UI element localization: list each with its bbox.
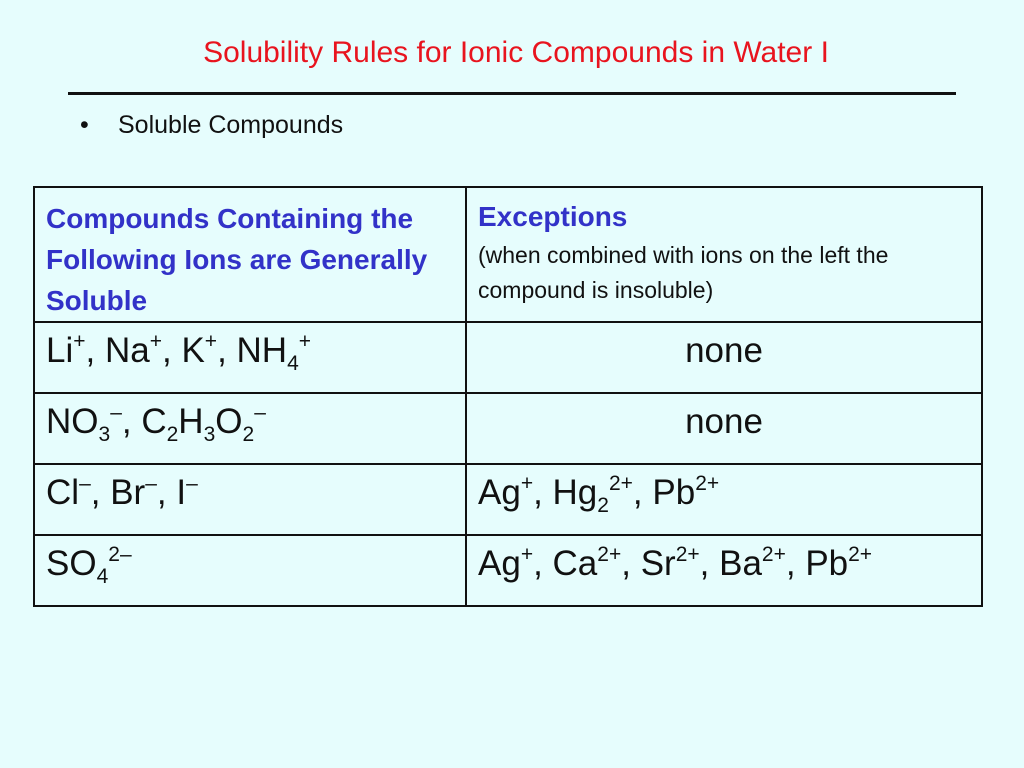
ions-cell xyxy=(34,464,466,535)
formula-separator: , xyxy=(533,544,553,583)
formula-term: $H_3$ xyxy=(178,402,216,446)
formula-term: $Pb^{2+}$ xyxy=(805,543,873,583)
title-divider xyxy=(68,92,956,95)
table-row xyxy=(34,393,982,464)
formula-term: $Hg_2^{2+}$ xyxy=(552,472,633,517)
formula-term: $NO_3^-$ xyxy=(46,401,122,446)
formula-term: $Pb^{2+}$ xyxy=(652,472,720,512)
header-exceptions-title: Exceptions xyxy=(478,201,628,232)
formula-term: Li+ xyxy=(46,330,86,370)
formula-term: Na+ xyxy=(104,330,162,370)
bullet-text: Soluble Compounds xyxy=(118,111,344,139)
ions-cell xyxy=(34,393,466,464)
formula-term: Br– xyxy=(110,472,157,512)
formula-separator: , xyxy=(161,331,182,370)
solubility-table xyxy=(33,186,983,607)
header-ions-label: Compounds Containing the Following Ions are Generally Soluble xyxy=(46,203,428,316)
table-row xyxy=(34,535,982,606)
slide-title: Solubility Rules for Ionic Compounds in Water I xyxy=(203,36,829,69)
formula-separator: , xyxy=(121,402,142,441)
formula-separator: , xyxy=(156,473,177,512)
formula-term: I– xyxy=(176,472,198,512)
formula-term: $NH_4^+$ xyxy=(236,330,312,375)
table-header-row xyxy=(34,187,982,322)
exceptions-cell: none xyxy=(466,393,982,464)
formula-separator: , xyxy=(533,473,553,512)
exceptions-cell xyxy=(466,464,982,535)
formula-term: Ag+ xyxy=(478,472,534,512)
formula-term: $C_2$ xyxy=(141,402,179,446)
formula-term: $Ca^{2+}$ xyxy=(552,543,622,583)
ions-cell xyxy=(34,535,466,606)
formula-separator: , xyxy=(621,544,641,583)
formula-term: $SO_4^{2-}$ xyxy=(46,543,132,588)
table-row xyxy=(34,322,982,393)
formula-separator: , xyxy=(85,331,105,370)
formula-term: K+ xyxy=(181,330,218,370)
table-row xyxy=(34,464,982,535)
bullet-dot-icon: • xyxy=(80,111,89,139)
bullet-item xyxy=(80,111,343,140)
formula-term: $O_2^-$ xyxy=(215,401,266,446)
formula-term: Ag+ xyxy=(478,543,534,583)
formula-separator: , xyxy=(699,544,720,583)
ions-cell xyxy=(34,322,466,393)
formula-separator: , xyxy=(632,473,653,512)
exceptions-cell: none xyxy=(466,322,982,393)
formula-term: $Ba^{2+}$ xyxy=(719,543,786,583)
formula-separator: , xyxy=(785,544,806,583)
exceptions-cell xyxy=(466,535,982,606)
formula-term: $Sr^{2+}$ xyxy=(640,543,700,583)
header-exceptions-note: (when combined with ions on the left the compound is insoluble) xyxy=(478,242,889,303)
formula-term: Cl– xyxy=(46,472,91,512)
header-exceptions-cell xyxy=(466,187,982,322)
header-ions-cell xyxy=(34,187,466,322)
formula-separator: , xyxy=(90,473,111,512)
formula-separator: , xyxy=(217,331,237,370)
